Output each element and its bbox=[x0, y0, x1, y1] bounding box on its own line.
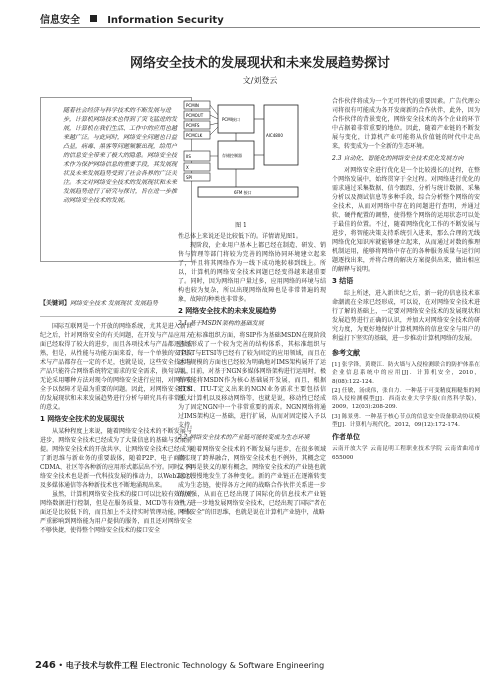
figure-caption: 图 1 bbox=[235, 222, 247, 229]
left-column bbox=[40, 322, 192, 652]
header-rule bbox=[40, 27, 480, 28]
paragraph: 对网络安全进行优化是一个比较漫长的过程，在整个网络发展中，始终贯穿于全过程。对网络进行优化的需求通过采集数据、信令跟踪、分析与统计数据、采集分析以及测试信息等多种手段，综合分析整个网络的安全技术，从而对网络中存在的问题进行查明，并通过软、硬件配置的调整，使得整个网络的运用状态可以处于最佳的位置。不过，随着网络优化工作的不断发展与进步，将智能决策支持系统引入进来，那么合理的无线网络优化知识库就能够建立起来，从而通过对数的推理机制运用，能够将网络中存在的各种服务质量与运行问题逐找出来，并将合理的解决方案提供出来，做出相应的解释与说明。 bbox=[332, 167, 480, 273]
abstract-text: 随着社会经济与科学技术的不断发展与进步，计算机网络技术也得到了突飞猛进的发展，计算机在我们生活、工作中的应用也越来越广泛。与此同时，网络安全问题也日益凸显，病毒、黑客等问题频繁出现，给用户的信息安全带来了极大的隐患。网络安全技术作为保护网络信息的重要手段，其发展现状及未来发展趋势受到了社会各界的广泛关注。本文对网络安全技术的发展现状和未来发展趋势进行了研究与探讨，旨在进一步推动网络安全技术的发展。 bbox=[63, 107, 178, 204]
keywords-divider bbox=[40, 316, 192, 317]
paragraph: 性总体上来说还是比较低下的。详情请见图1。 bbox=[178, 233, 302, 240]
figure-1 bbox=[178, 97, 304, 215]
article-title: 网络安全技术的发展现状和未来发展趋势探讨 bbox=[129, 56, 390, 71]
paragraph: 虽然，计算机网络安全技术的接口可以比较有效的对网络数据进行控制，但是在服务质量、MCD等有效性方面还是比较低下的，而且加上不支持实时管理功能，不仅严重影响到网络能为用户提供的服务，而且还对网络安全不够快捷，使得整个网络安全技术的接口安全 bbox=[40, 491, 192, 534]
references-list bbox=[332, 361, 480, 429]
paragraph: 合作伙伴将成为一个无可替代的重要因素。广告代理公司将很有可能成为各开发商新的合作伙伴，此外，因为合作伙伴的背景变化，网络安全技术的各个企业的环节中占据着非常重要的地位。因此，随着产业链的不断发展与变化，计算机产业可能将从价值链的时代中走出来，转变成为一个全新的生态环境。 bbox=[332, 98, 480, 150]
iis-label: IIS bbox=[186, 154, 191, 159]
heading-1: 1 网络安全技术的发展现状 bbox=[40, 415, 125, 423]
author-unit-title: 作者单位 bbox=[332, 433, 360, 442]
reference-item: [3] 陈景勇．一种基于核心节点的信息安全设备联动协议模型[J]．计算机与现代化，2012，09(12):172-174. bbox=[332, 413, 480, 429]
pcmclk-label: PCMCLK bbox=[186, 133, 203, 138]
x-label: X bbox=[186, 165, 189, 170]
journal-name-cn: 电子技术与软件工程 bbox=[65, 661, 138, 670]
reference-item: [1] 张学锋，黄晓江．防火墙与入侵检测联合的防护体系在企业信息系统中的应用[J]．计算机安全，2010，8(08):122-124. bbox=[332, 362, 480, 385]
intro-paragraph: 国际互联网是一个开放的网络系统，尤其是进入新世纪之后，针对网络安全的有关问题，在开发与产品应用方面已经取得了较大的进步，而且各项技术与产品都逐渐成熟，但是，从性能与功能方面来看，每一个单独的安全技术与产品都存在一定的不足，也就是说，这些安全技术与产品只能符合网络系统特定需求的安全需求，换句话说，无论采用哪种方法对现今的网络安全进行应用，对网络安全予以保障才是最为重要的问题。因此，对网络安全技术的发展现状和未来发展趋势进行分析与研究具有非常重大的意义。 bbox=[40, 323, 192, 411]
subheading-2-2: 2.2 网络安全技术的产业链可能转变成为生态环境 bbox=[178, 434, 310, 441]
section-header bbox=[40, 8, 480, 28]
keywords-text: 网络安全技术 发展现状 发展趋势 bbox=[70, 300, 158, 307]
keywords-label: 【关键词】 bbox=[40, 300, 71, 307]
paragraph: 现阶段，企业用户基本上都已经在制造、研发、销售与管理等部门将较为完善的网络协同环境建立起来了，并且将其网络作为一线下成功地转移到线上。所以，计算机的网络安全技术问题已经变得越来越重要了。同时，因为网络用户量过多，应用网络的环境与结构也较为复杂，所以出现网络故障也是非常普遍的现象，故障的种类也非常多。 bbox=[178, 242, 326, 303]
journal-name-en: Electronic Technology & Software Engineering bbox=[140, 661, 325, 670]
aic-label: AIC4800 bbox=[266, 133, 283, 138]
paragraph: 在标准组织方面，将SIP作为基础MSDN在现阶段已经形成了一个较为完善的结构体系，其标准组织与ITU-T与ETSI等已经有了较为固定的应用领域，而且在运用规模的方面也已经较为明确地对IMS架构展开了运用。目前，对基于NGN多媒体网络架构进行运用时，极有可能将MSDN作为核心基础展开发展，而且，根据ETSI、ITU-T定义出来的NGN业务需求主要包括信息、计算机以及移动网络等，也就是说，移动性已经成为了固定NGN中一个非常重要的需求。NGN网络将通过IMS架构这一基础，进行扩展，从而对固定接入予以支持。 bbox=[178, 332, 326, 429]
storage-controller-label: 存储控制器 bbox=[222, 153, 242, 158]
author-unit: 云南开放大学 云南昆明工程职业技术学院 云南省曲靖市 655000 bbox=[332, 446, 480, 461]
pcmin-label: PCMIN bbox=[186, 103, 199, 108]
bullet-icon: • bbox=[58, 661, 64, 670]
abstract-box bbox=[40, 97, 192, 262]
spi-label: SPI bbox=[186, 175, 193, 180]
middle-column bbox=[178, 232, 326, 652]
heading-3: 3 结语 bbox=[332, 277, 354, 285]
reference-item: [2] 任敏，汤成伟，张自力．一种基于可变精度粗糙集的网络入侵检测模型[J]．西南农业大学学报(自然科学版)，2009，12(03):208-209. bbox=[332, 387, 480, 411]
page-number: 246 bbox=[35, 660, 56, 671]
pcmfs-label: PCMFS bbox=[186, 123, 200, 128]
subheading-2-3: 2.3 自动化、智能化的网络安全技术优化发展方向 bbox=[332, 155, 464, 162]
paragraph: 综上所述，进入新世纪之后，新一轮的信息技术革命潮流在全球已经形成，可以说，在对网络安全技术进行了解的基础上，一定要对网络安全技术的发展现状和发展趋势进行正确的认识，并加大对网络安全技术的研究力度，为更好地保护计算机网络的信息安全与用户的利益打下坚实的基础，进一步推动计算机网络的发展。 bbox=[332, 290, 480, 342]
article-author: 文/刘登云 bbox=[242, 76, 278, 85]
square-bullet-icon bbox=[90, 15, 97, 22]
keywords bbox=[40, 300, 192, 309]
heading-2: 2 网络安全技术的未来发展趋势 bbox=[178, 307, 277, 315]
right-column bbox=[332, 97, 480, 652]
paragraph: 从某种程度上来说，随着网络安全技术的不断发展与进步，网络安全技术已经成为了大量信息的基础与发展前提。网络安全技术的开放共享，让网络安全技术已经成为了新思维与新业务的重要载体，随着P2P、电子商务、CDMA、社区等各种新的应用形式都层出不穷。同时，网络安全技术也是新一代科技发展的推动力，以Web2.0以及多媒体通信等各种新技术也不断地涌现出来。 bbox=[40, 428, 192, 489]
section-name-en: Information Security bbox=[107, 15, 224, 26]
pcmout-label: PCMOUT bbox=[186, 113, 204, 118]
subheading-2-1: 2.1 基于MSDN架构的基础发展 bbox=[178, 320, 264, 327]
6fm-interface-label: 6FM 接口 bbox=[234, 190, 252, 195]
section-name-cn: 信息安全 bbox=[40, 15, 80, 26]
page-footer bbox=[35, 660, 480, 676]
pcm-interface-label: PCMI接口 bbox=[222, 117, 240, 122]
paragraph: 随着网络安全技术的不断发展与进步，在很多领域都实现了跨界融合，网络安全技术也不例外，其概念定义不再是狭义的原有概念，网络安全技术的产业链也就随之慢慢地发生了各种变化。新的产业链正在逐渐转变成为生态链，使得各方之间的战略合作伙伴关系进一步的加强，从而在已经出现了国际化的信息技术产业链中，进一步地发展网络安全技术，已经出现了国际"者在网络安全"的旧思维，也就是说在计算机产业链中，战略 bbox=[178, 446, 326, 516]
block-diagram bbox=[178, 97, 304, 215]
references-title: 参考文献 bbox=[332, 349, 360, 357]
